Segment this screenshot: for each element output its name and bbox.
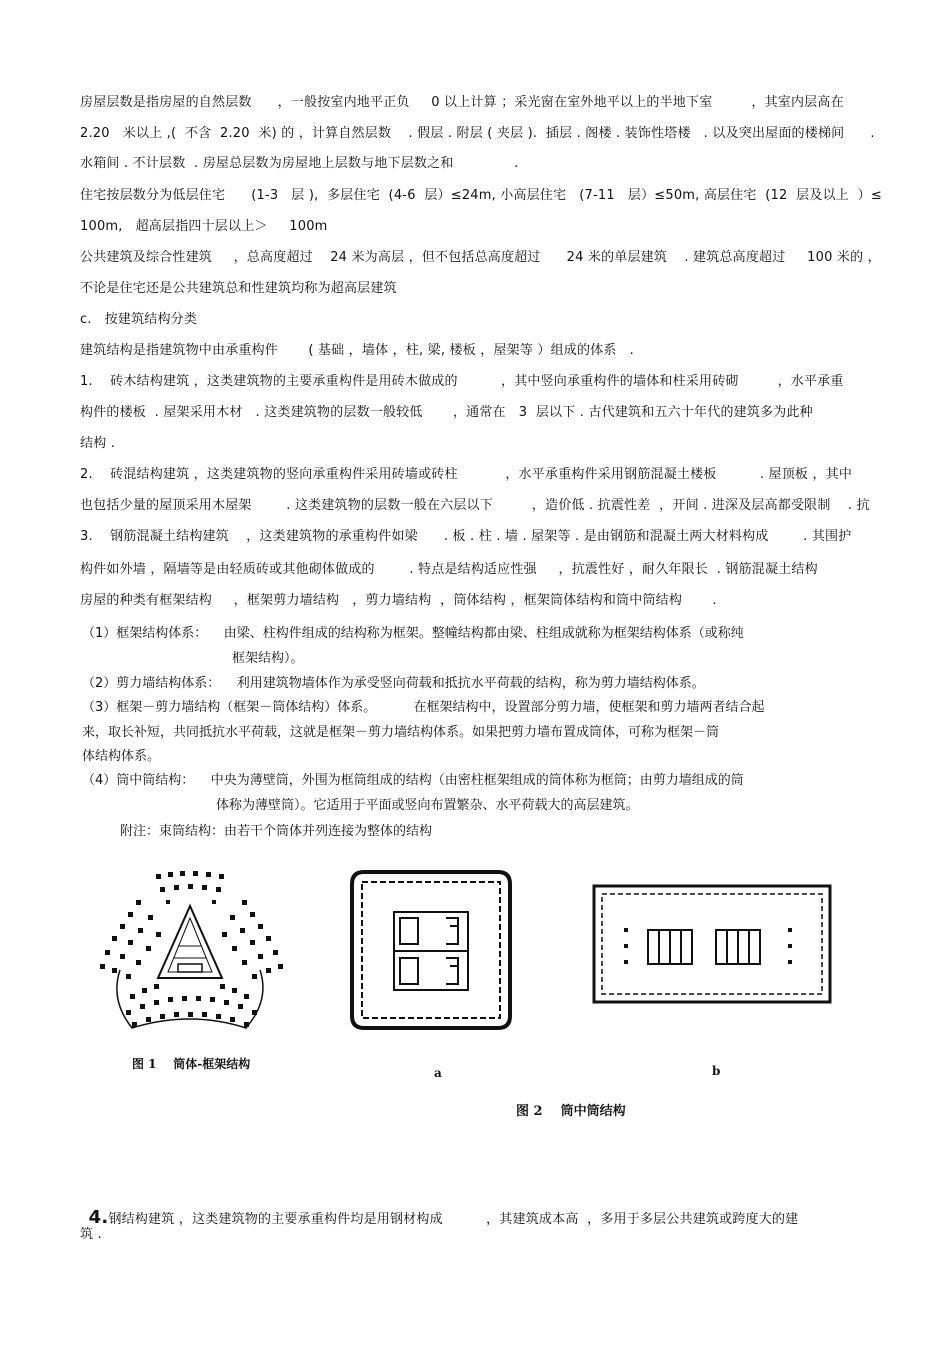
item3-line2: 构件如外墙 ，隔墙等是由轻质砖或其他砌体做成的 . 特点是结构适应性强 ，抗震性好 ，耐久年限长 . 钢筋混凝土结构 xyxy=(80,562,818,577)
item2-line1: 2. 砖混结构建筑 ，这类建筑物的竖向承重构件采用砖墙或砖柱 ，水平承重构件采用钢筋混凝土楼板 . 屋顶板 ，其中 xyxy=(80,467,853,482)
item1-line1: 1. 砖木结构建筑 ，这类建筑物的主要承重构件是用砖木做成的 ，其中竖向承重构件的墙体和柱采用砖砌 ，水平承重 xyxy=(80,374,844,389)
figure-1 xyxy=(90,860,302,1085)
sub1-line1: （1）框架结构体系： 由梁、柱构件组成的结构称为框架。整幢结构都由梁、柱组成就称为框架结构体系（或称纯 xyxy=(82,626,744,641)
p2-line1: 住宅按层数分为低层住宅 (1-3 层 ), 多层住宅 (4-6 层）≤24m, 小高层住宅 (7-11 层）≤50m, 高层住宅 (12 层及以上 ）≤ xyxy=(80,188,882,203)
figure-2-drawing xyxy=(338,866,842,1124)
item2-line2: 也包括少量的屋顶采用木屋架 . 这类建筑物的层数一般在六层以下 ，造价低 . 抗震性差 ，开间 . 进深及层高都受限制 . 抗 xyxy=(80,498,870,513)
item1-line2: 构件的楼板 . 屋架采用木材 . 这类建筑物的层数一般较低 ，通常在 3 层以下 . 古代建筑和五六十年代的建筑多为此种 xyxy=(80,405,813,420)
p1-line1: 房屋层数是指房屋的自然层数 ，一般按室内地平正负 0 以上计算 ；采光窗在室外地平以上的半地下室 ，其室内层高在 xyxy=(80,95,844,110)
item1-line3: 结构 . xyxy=(80,436,116,451)
p1-line3: 水箱间 . 不计层数 . 房屋总层数为房屋地上层数与地下层数之和 . xyxy=(80,156,519,171)
figure-2-caption: 图 2 筒中筒结构 xyxy=(516,1104,626,1119)
figure-2b-label: b xyxy=(712,1064,721,1078)
figure-1-drawing xyxy=(90,860,302,1085)
p1-line2: 2.20 米以上 ,( 不含 2.20 米) 的 ，计算自然层数 . 假层 . 附层 ( 夹层 ). 插层 . 阁楼 . 装饰性塔楼 . 以及突出屋面的楼梯间 . xyxy=(80,126,875,141)
sub4-line2: 体称为薄壁筒）。它适用于平面或竖向布置繁杂、水平荷载大的高层建筑。 xyxy=(216,798,639,813)
figure-2 xyxy=(338,866,842,1124)
item3-line3: 房屋的种类有框架结构 ，框架剪力墙结构 ，剪力墙结构 ，筒体结构 ，框架筒体结构和筒中筒结构 . xyxy=(80,593,717,608)
item4-line1: 钢结构建筑 ，这类建筑物的主要承重构件均是用钢材构成 ，其建筑成本高 ，多用于多层公共建筑或跨度大的建 xyxy=(108,1212,799,1227)
sub2-line: （2）剪力墙结构体系： 利用建筑物墙体作为承受竖向荷载和抵抗水平荷载的结构，称为剪力墙结构体系。 xyxy=(82,676,705,691)
sub4-line1: （4）筒中筒结构： 中央为薄壁筒，外围为框筒组成的结构（由密柱框架组成的筒体称为框筒；由剪力墙组成的筒 xyxy=(82,773,744,788)
figure-1-caption: 图 1 筒体-框架结构 xyxy=(132,1057,251,1071)
sub1-line2: 框架结构）。 xyxy=(232,651,304,666)
p4-line: 建筑结构是指建筑物中由承重构件 ( 基础 ，墙体 ，柱, 梁, 楼板 ，屋架等 ）组成的体系 . xyxy=(80,343,634,358)
item4-line2: 筑 . xyxy=(80,1227,102,1242)
item3-line1: 3. 钢筋混凝土结构建筑 ，这类建筑物的承重构件如梁 . 板 . 柱 . 墙 . 屋架等 . 是由钢筋和混凝土两大材料构成 . 其围护 xyxy=(80,529,852,544)
sub3-line2: 来，取长补短，共同抵抗水平荷载，这就是框架－剪力墙结构体系。如果把剪力墙布置成筒体，可称为框架－筒 xyxy=(82,725,720,740)
sub3-line3: 体结构体系。 xyxy=(82,749,161,764)
item4-number: 4. xyxy=(88,1207,109,1228)
figure-2a-plan xyxy=(352,872,510,1028)
figure-2b-plan xyxy=(594,886,830,1002)
p3-line2: 不论是住宅还是公共建筑总和性建筑均称为超高层建筑 xyxy=(80,281,397,296)
note-line: 附注：束筒结构：由若干个筒体并列连接为整体的结构 xyxy=(120,824,433,839)
section-heading-c: c. 按建筑结构分类 xyxy=(80,312,198,327)
p3-line1: 公共建筑及综合性建筑 ，总高度超过 24 米为高层 ，但不包括总高度超过 24 米的单层建筑 . 建筑总高度超过 100 米的 ， xyxy=(80,250,881,265)
sub3-line1: （3）框架－剪力墙结构（框架－筒体结构）体系。 在框架结构中，设置部分剪力墙，使框架和剪力墙两者结合起 xyxy=(82,700,765,715)
p2-line2: 100m, 超高层指四十层以上＞ 100m xyxy=(80,219,328,234)
figure-2a-label: a xyxy=(434,1066,442,1080)
